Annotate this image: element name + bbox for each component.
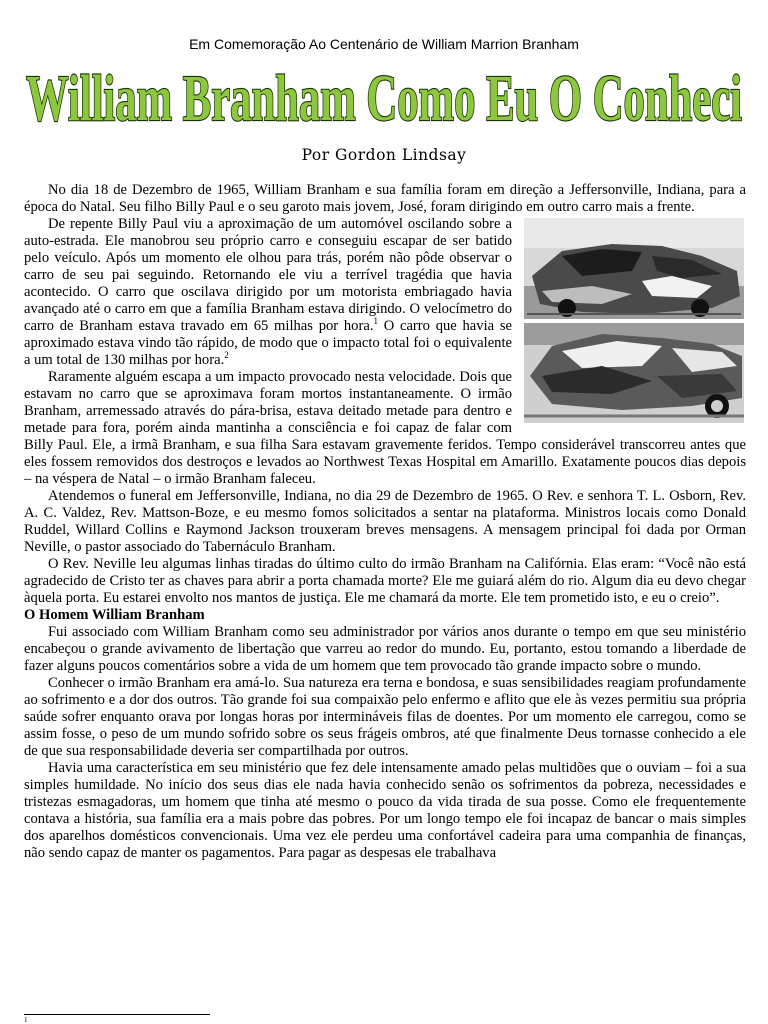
paragraph-4: Atendemos o funeral em Jeffersonville, Indiana, no dia 29 de Dezembro de 1965. O Rev. e senhora T. L. Osborn, Rev. A. C. Valdez, Rev. Mattson-Boze, e eu mesmo fomos solicitados a sentar na plataforma. Ministros locais como Donald Ruddel, Willard Collins e Raymond Jackson trouxeram breves mensagens. A mensagem principal foi dada por Orman Neville, o pastor associado do Tabernáculo Branham.: [24, 488, 746, 555]
wrecked-car-photo-top: [524, 218, 744, 319]
paragraph-2-text-a: De repente Billy Paul viu a aproximação de um automóvel oscilando sobre a auto-estrada. Ele manobrou seu próprio carro e conseguiu escapar de ser batido pelo veículo. Após um momento ele olhou para trás, porém não pôde observar o carro de seu pai seguindo. Retornando ele viu a terrível tragédia que havia acontecido. O carro que oscilava dirigido por um motorista embriagado havia avançado até o carro em que a família Branham estava dirigindo. O velocímetro do carro de Branham estava travado em 65 milhas por hora.: [24, 216, 512, 334]
footnote-divider: [24, 1014, 210, 1015]
paragraph-2: [24, 216, 746, 369]
article-body: [24, 182, 746, 862]
commemoration-caption: Em Comemoração Ao Centenário de William Marrion Branham: [189, 36, 579, 52]
paragraph-8: Havia uma característica em seu ministério que fez dele intensamente amado pelas multidões que o ouviam – foi a sua simples humildade. No início dos seus dias ele nada havia conhecido senão os sofrimentos da pobreza, necessidades e tristezas esmagadoras, um homem que tinha até mesmo o pouco da vida tirada de sua posse. Como ele frequentemente contava a história, sua família era a mais pobre das pobres. Por um longo tempo ele foi incapaz de bancar o mais simples dos aparelhos domésticos convencionais. Uma vez ele perdeu uma confortável cadeira para uma companhia de finanças, não sendo capaz de manter os pagamentos. Para pagar as despesas ele trabalhava: [24, 760, 746, 861]
paragraph-6: Fui associado com William Branham como seu administrador por vários anos durante o tempo em que seu ministério encabeçou o grande avivamento de libertação que varreu ao redor do mundo. Eu, portanto, estou tomando a liberdade de fazer alguns poucos comentários sobre a vida de um homem que tem provocado tão grande impacto sobre o mundo.: [24, 624, 746, 674]
paragraph-1: No dia 18 de Dezembro de 1965, William Branham e sua família foram em direção a Jeffersonville, Indiana, para a época do Natal. Seu filho Billy Paul e o seu garoto mais jovem, José, foram dirigindo em outro carro mais a frente.: [24, 182, 746, 215]
paragraph-2-text-b: O carro que havia se aproximado estava vindo tão rápido, de modo que o impacto total foi o equivalente a um total de 130 milhas por hora.: [24, 318, 512, 368]
paragraph-7: Conhecer o irmão Branham era amá-lo. Sua natureza era terna e bondosa, e suas sensibilidades reagiam profundamente ao sofrimento e a dor dos outros. Tão grande foi sua compaixão pelo enfermo e aflito que ele às vezes permitiu sua própria saúde sofrer enquanto orava por longas horas por intermináveis filas de doentes. Por um momento ele carregou, como se assim fosse, o peso de um mundo sofrido sobre os seus frágeis ombros, até que finalmente Deus tornasse conhecido a ele de que sua responsabilidade deveria ser compartilhada por outros.: [24, 675, 746, 759]
main-title: [24, 58, 744, 136]
car-wreck-photos: [522, 216, 746, 425]
main-title-text: William Branham Como Eu O Conheci: [26, 62, 742, 135]
wrecked-car-photo-bottom: [524, 323, 744, 423]
paragraph-5: O Rev. Neville leu algumas linhas tiradas do último culto do irmão Branham na Califórnia. Elas eram: “Você não está agradecido de Cristo ter as chaves para abrir a porta chamada morte? Ele me guiará além do rio. Algum dia eu devo chegar àquela porta. Eu estarei envolto nos mantos de justiça. Ele me chamará da morte. Ele tem prometido isto, e eu o creio”.: [24, 556, 746, 606]
footnote-ref-2: 2: [224, 350, 229, 361]
footnote-ref-1: 1: [373, 316, 378, 327]
footnote-mark: 1: [24, 1016, 28, 1024]
author-byline: Por Gordon Lindsay: [301, 146, 467, 164]
section-heading: O Homem William Branham: [24, 607, 205, 623]
paragraph-3: Raramente alguém escapa a um impacto provocado nesta velocidade. Dois que estavam no carro que se aproximava foram mortos instantaneamente. O irmão Branham, arremessado através do pára-brisa, estava deitado metade para dentro e metade para fora, porém ainda mantinha a consciência e foi capaz de falar com Billy Paul. Ele, a irmã Branham, e sua filha Sara estavam gravemente feridos. Tempo considerável transcorreu antes que eles fossem removidos dos destroços e levados ao Northwest Texas Hospital em Amarillo. Exatamente poucos dias depois – na véspera de Natal – o irmão Branham faleceu.: [24, 369, 746, 487]
